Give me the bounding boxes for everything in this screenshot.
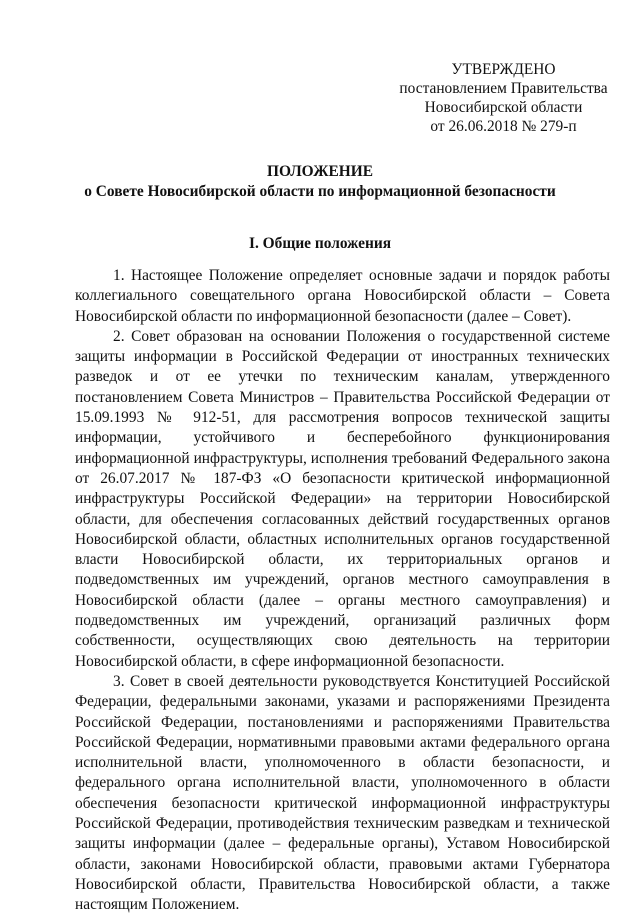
approval-status: УТВЕРЖДЕНО bbox=[451, 61, 556, 78]
paragraph-2: 2. Совет образован на основании Положения о государственной системе защиты информации в Российской Федерации от иностранных технических разведок и от ее утечки по техническим каналам, утвержденного постановлением Совета Министров – Правительства Российской Федерации от 15.09.1993 № 912-51, для рассмотрения вопросов технической защиты информации, устойчивого и бесперебойного функционирования информационной инфраструктуры, исполнения требований Федерального закона от 26.07.2017 № 187-ФЗ «О безопасности критической информационной инфраструктуры Российской Федерации» на территории Новосибирской области, для обеспечения согласованных действий государственных органов Новосибирской области, областных исполнительных органов государственной власти Новосибирской области, их территориальных органов и подведомственных им учреждений, органов местного самоуправления в Новосибирской области (далее – органы местного самоуправления) и подведомственных им учреждений, организаций различных форм собственности, осуществляющих свою деятельность на территории Новосибирской области, в сфере информационной безопасности. bbox=[75, 327, 610, 670]
paragraph-1: 1. Настоящее Положение определяет основные задачи и порядок работы коллегиального совещательного органа Новосибирской области – Совета Новосибирской области по информационной безопасности (далее – Совет). bbox=[75, 267, 610, 325]
document-body bbox=[75, 266, 610, 916]
document-subtitle: о Совете Новосибирской области по информационной безопасности bbox=[84, 183, 556, 200]
document-title: ПОЛОЖЕНИЕ bbox=[267, 163, 373, 180]
approval-stamp bbox=[396, 60, 611, 136]
approval-issuer: постановлением Правительства bbox=[399, 80, 608, 97]
approval-date-number: от 26.06.2018 № 279-п bbox=[430, 118, 577, 135]
paragraph-3: 3. Совет в своей деятельности руководствуется Конституцией Российской Федерации, федеральными законами, указами и распоряжениями Президента Российской Федерации, постановлениями и распоряжениями Правительства Российской Федерации, нормативными правовыми актами федерального органа исполнительной власти, уполномоченного в области безопасности, и федерального органа исполнительной власти, уполномоченного в области обеспечения безопасности критической информационной инфраструктуры Российской Федерации, противодействия техническим разведкам и технической защиты информации (далее – федеральные органы), Уставом Новосибирской области, законами Новосибирской области, правовыми актами Губернатора Новосибирской области, Правительства Новосибирской области, а также настоящим Положением. bbox=[75, 672, 610, 914]
approval-region: Новосибирской области bbox=[424, 99, 583, 116]
section-heading: I. Общие положения bbox=[248, 235, 392, 252]
